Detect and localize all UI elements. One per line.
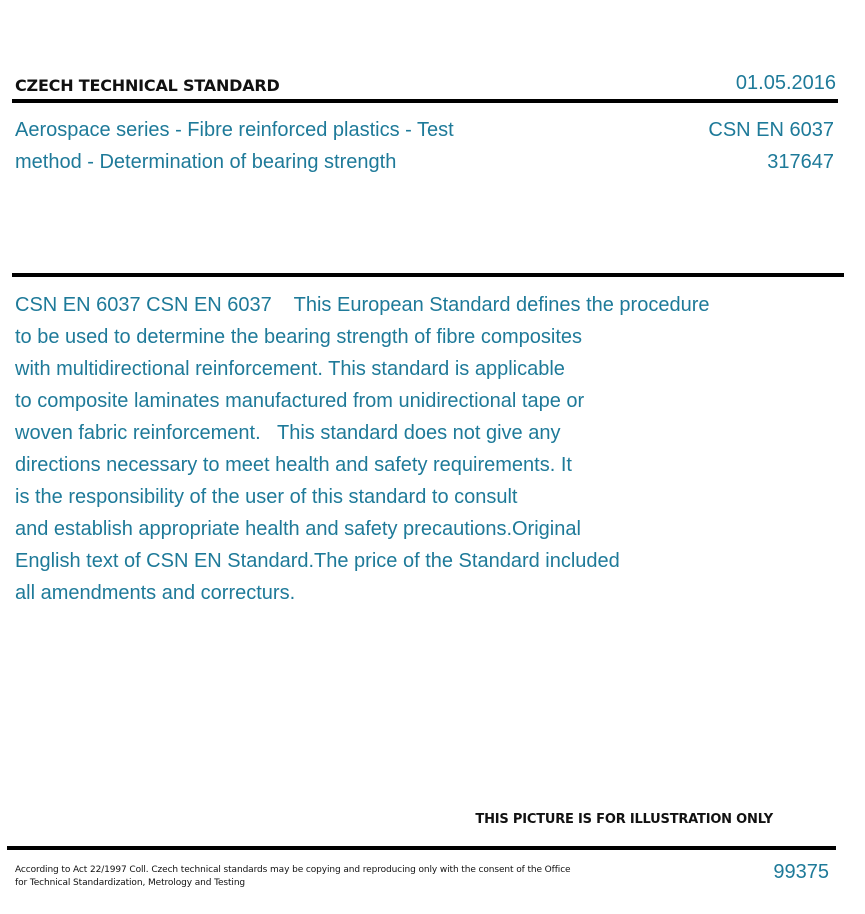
top-divider <box>12 99 838 103</box>
standard-title <box>15 114 535 178</box>
description-line: and establish appropriate health and safety precautions.Original <box>15 518 581 540</box>
footer-number: 99375 <box>773 861 829 883</box>
title-line: Aerospace series - Fibre reinforced plastics - Test <box>15 119 454 141</box>
description-line: English text of CSN EN Standard.The price of the Standard included <box>15 550 620 572</box>
illustration-notice: THIS PICTURE IS FOR ILLUSTRATION ONLY <box>475 812 773 827</box>
middle-divider <box>12 273 844 277</box>
description-line: woven fabric reinforcement. This standard does not give any <box>15 422 561 444</box>
standard-type-label: CZECH TECHNICAL STANDARD <box>15 76 280 95</box>
standard-identifier <box>708 114 834 178</box>
description-line: to composite laminates manufactured from unidirectional tape or <box>15 390 585 412</box>
description-line: all amendments and correcturs. <box>15 582 296 604</box>
bottom-divider <box>7 846 836 850</box>
title-line: method - Determination of bearing strength <box>15 151 397 173</box>
catalog-number: 317647 <box>767 151 834 173</box>
description-line: is the responsibility of the user of this standard to consult <box>15 486 518 508</box>
description-line: CSN EN 6037 CSN EN 6037 This European Standard defines the procedure <box>15 294 710 316</box>
standard-description <box>15 289 775 609</box>
description-line: with multidirectional reinforcement. This standard is applicable <box>15 358 565 380</box>
description-line: to be used to determine the bearing strength of fibre composites <box>15 326 583 348</box>
standard-code: CSN EN 6037 <box>708 119 834 141</box>
legal-notice <box>15 864 615 890</box>
publication-date: 01.05.2016 <box>735 72 836 94</box>
description-line: directions necessary to meet health and safety requirements. It <box>15 454 572 476</box>
legal-line: According to Act 22/1997 Coll. Czech technical standards may be copying and reproducing only with the consent of the Office <box>15 865 571 875</box>
legal-line: for Technical Standardization, Metrology and Testing <box>15 878 246 888</box>
